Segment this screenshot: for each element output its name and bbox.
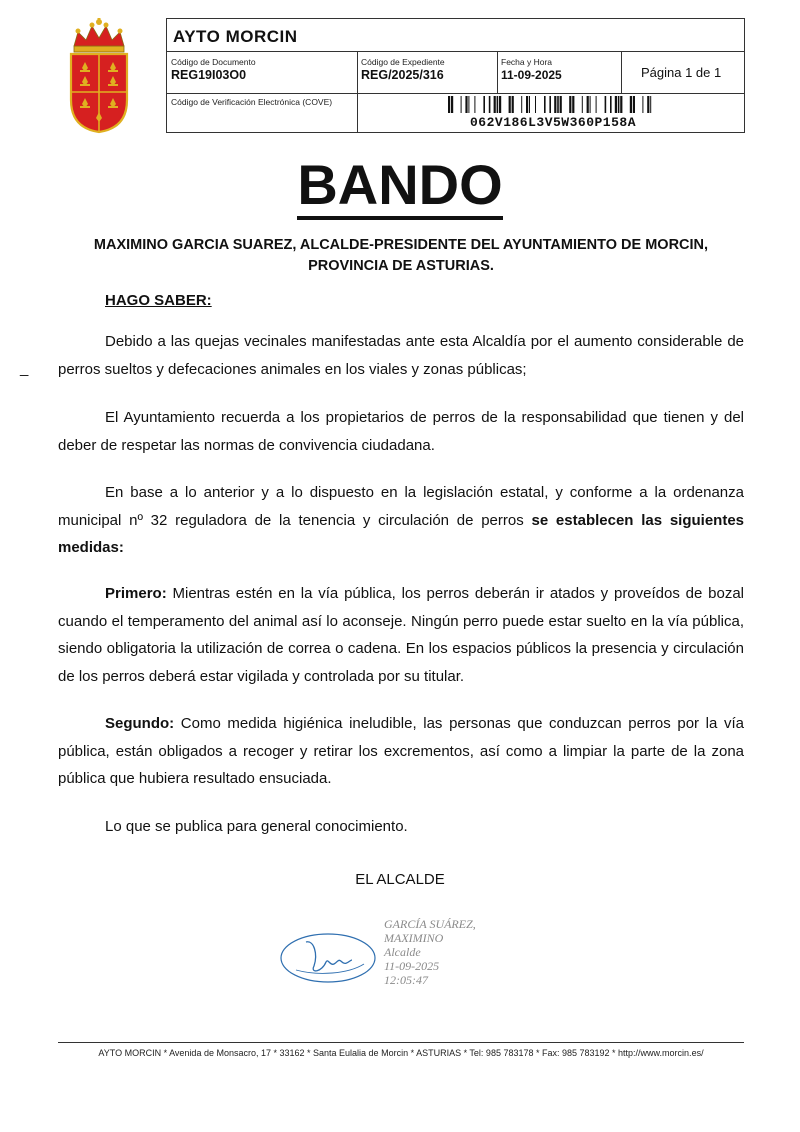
page-indicator: Página 1 de 1	[641, 65, 722, 80]
footer-address: AYTO MORCIN * Avenida de Monsacro, 17 * 33162 * Santa Eulalia de Morcin * ASTURIAS * Tel: 985 783178 * Fax: 985 783192 * http://www.morcin.es/	[98, 1048, 704, 1058]
doc-code-label: Código de Documento	[171, 57, 256, 67]
closing-text: Lo que se publica para general conocimiento.	[105, 818, 408, 835]
paragraph-1	[58, 328, 744, 383]
digital-signature-block	[384, 917, 476, 987]
paragraph-3	[58, 479, 744, 562]
exp-code-value: REG/2025/316	[361, 68, 444, 82]
primero-text: Mientras estén en la vía pública, los perros deberán ir atados y proveídos de bozal cuando el temperamento del animal así lo aconseje. Ningún perro puede estar suelto en la vía pública, siendo obligatoria la utilización de correa o cadena. En los espacios públicos la presencia y circulación de los perros deberá estar vigilada y controlada por su titular.	[58, 585, 744, 685]
paragraph-segundo	[58, 710, 744, 793]
signature-stamp-icon	[278, 930, 378, 986]
margin-mark: _	[20, 360, 29, 377]
cove-code: 062V186L3V5W360P158A	[469, 115, 637, 130]
segundo-label: Segundo:	[105, 715, 175, 732]
exp-code-label: Código de Expediente	[361, 57, 445, 67]
signature-time: 12:05:47	[384, 973, 428, 987]
barcode-image	[448, 96, 658, 113]
hago-saber-heading: HAGO SABER:	[105, 292, 212, 309]
segundo-text: Como medida higiénica ineludible, las personas que conduzcan perros por la vía pública, están obligados a recoger y retirar los excrementos, así como a limpiar la parte de la zona pública que hubiera resultado ensuciada.	[58, 715, 744, 787]
signer-surname: GARCÍA SUÁREZ,	[384, 917, 476, 931]
paragraph-2-text: El Ayuntamiento recuerda a los propietarios de perros de la responsabilidad que tienen y del deber de respetar las normas de convivencia ciudadana.	[58, 409, 744, 454]
header-org-title: AYTO MORCIN	[167, 19, 744, 52]
paragraph-1-text: Debido a las quejas vecinales manifestadas ante esta Alcaldía por el aumento considerable de perros sueltos y defecaciones animales en los viales y zonas públicas;	[58, 333, 744, 378]
coat-of-arms-logo	[68, 18, 130, 134]
issuer-line-1: MAXIMINO GARCIA SUAREZ, ALCALDE-PRESIDENTE DEL AYUNTAMIENTO DE MORCIN,	[93, 237, 709, 253]
paragraph-closing	[58, 813, 744, 841]
paragraph-3-bold: se establecen las siguientes medidas:	[58, 511, 744, 556]
exp-code-cell	[361, 57, 495, 83]
paragraph-2	[58, 404, 744, 459]
cove-label-cell	[171, 97, 355, 107]
document-title	[0, 152, 800, 220]
doc-code-value: REG19I03O0	[171, 68, 247, 82]
cove-label: Código de Verificación Electrónica (COVE)	[171, 97, 333, 107]
primero-label: Primero:	[105, 585, 167, 602]
document-title-text: BANDO	[297, 154, 502, 220]
signature-date: 11-09-2025	[384, 959, 440, 973]
document-header-box	[166, 18, 745, 133]
date-value: 11-09-2025	[501, 68, 562, 82]
paragraph-3-text: En base a lo anterior y a lo dispuesto en la legislación estatal, y conforme a la ordenanza municipal nº 32 reguladora de la tenencia y circulación de perros	[58, 484, 744, 529]
footer-divider	[58, 1042, 744, 1043]
issuer-line-2: PROVINCIA DE ASTURIAS.	[308, 258, 494, 274]
issuer-heading	[58, 235, 744, 277]
date-label: Fecha y Hora	[501, 57, 553, 67]
signature-title: EL ALCALDE	[355, 871, 445, 888]
date-cell	[501, 57, 619, 83]
signer-name: MAXIMINO	[384, 931, 444, 945]
signer-role: Alcalde	[384, 945, 421, 959]
doc-code-cell	[171, 57, 355, 83]
paragraph-primero	[58, 580, 744, 690]
